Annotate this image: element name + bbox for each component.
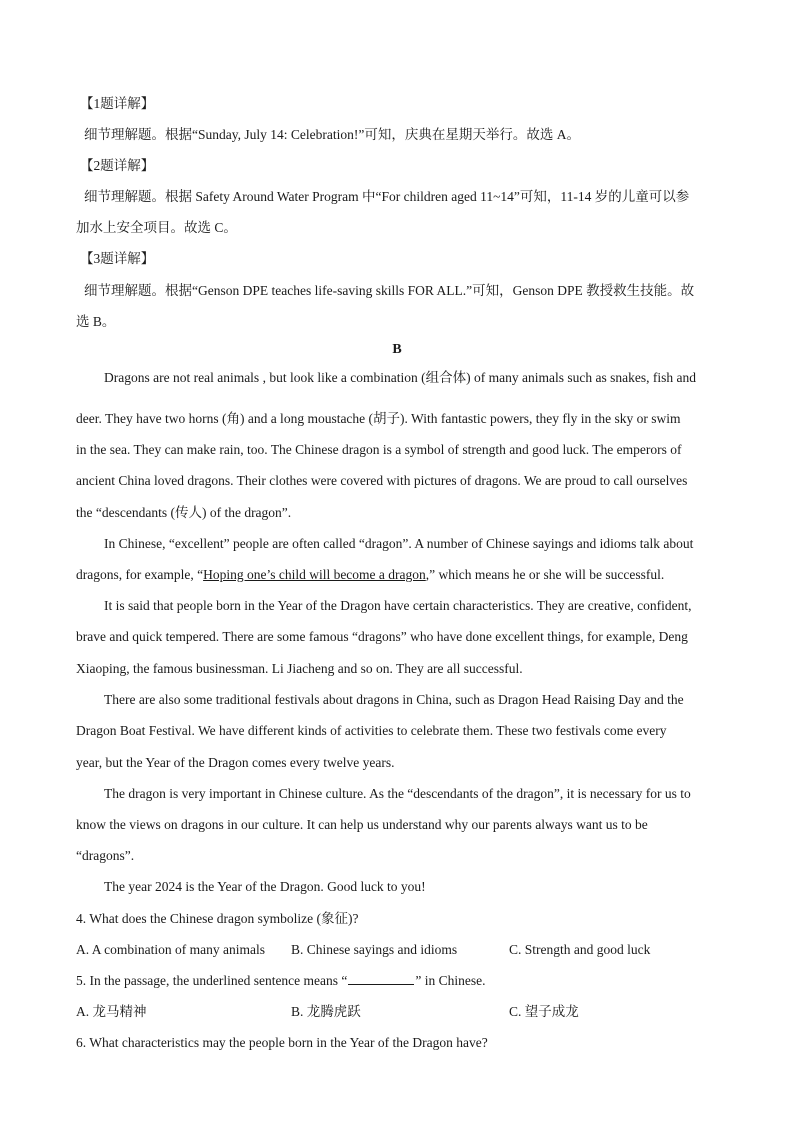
question-4-option-a: A. A combination of many animals [76, 942, 265, 957]
passage-title: B [392, 342, 402, 357]
answer-1-title: 【1题详解】 [80, 96, 155, 111]
question-5-stem-pre: 5. In the passage, the underlined sentence means “ [76, 973, 348, 988]
paragraph-1-line-4: ancient China loved dragons. Their clothes were covered with pictures of dragons. We are proud to call ourselves [76, 473, 688, 488]
question-5-option-c: C. 望子成龙 [509, 1004, 579, 1019]
paragraph-3-line-3: Xiaoping, the famous businessman. Li Jiacheng and so on. They are all successful. [76, 661, 523, 676]
paragraph-2-pre: dragons, for example, “ [76, 567, 204, 582]
paragraph-4-line-3: year, but the Year of the Dragon comes every twelve years. [76, 755, 395, 770]
answer-3-title: 【3题详解】 [80, 251, 155, 266]
paragraph-4-line-2: Dragon Boat Festival. We have different kinds of activities to celebrate them. These two festivals come every [76, 723, 667, 738]
paragraph-1-line-1: Dragons are not real animals , but look like a combination (组合体) of many animals such as snakes, fish and [104, 370, 696, 385]
paragraph-5-line-2: know the views on dragons in our culture. It can help us understand why our parents always want us to be [76, 817, 648, 832]
question-6-stem: 6. What characteristics may the people born in the Year of the Dragon have? [76, 1035, 488, 1050]
answer-3-text-line-1: 细节理解题。根据“Genson DPE teaches life-saving skills FOR ALL.”可知，Genson DPE 教授救生技能。故 [84, 283, 695, 298]
answer-blank [348, 972, 414, 985]
answer-2-text-line-2: 加水上安全项目。故选 C。 [76, 220, 237, 235]
paragraph-5-line-3: “dragons”. [76, 848, 135, 863]
question-4-option-b: B. Chinese sayings and idioms [291, 942, 458, 957]
paragraph-5-line-1: The dragon is very important in Chinese culture. As the “descendants of the dragon”, it is necessary for us to [104, 786, 691, 801]
paragraph-1-line-2: deer. They have two horns (角) and a long moustache (胡子). With fantastic powers, they fly in the sky or swim [76, 411, 681, 426]
answer-2-text-line-1: 细节理解题。根据 Safety Around Water Program 中“For children aged 11~14”可知，11-14 岁的儿童可以参 [84, 189, 690, 204]
underlined-sentence: Hoping one’s child will become a dragon [203, 567, 426, 582]
paragraph-1-line-5: the “descendants (传人) of the dragon”. [76, 505, 292, 520]
answer-1-text: 细节理解题。根据“Sunday, July 14: Celebration!”可知，庆典在星期天举行。故选 A。 [84, 127, 580, 142]
paragraph-3-line-2: brave and quick tempered. There are some famous “dragons” who have done excellent things, for example, Deng [76, 629, 688, 644]
question-5-stem [76, 972, 486, 990]
answer-3-text-line-2: 选 B。 [76, 314, 116, 329]
paragraph-2-post: ,” which means he or she will be successful. [425, 567, 665, 582]
paragraph-4-line-1: There are also some traditional festivals about dragons in China, such as Dragon Head Raising Day and the [104, 692, 684, 707]
paragraph-2-line-2 [76, 566, 664, 584]
question-5-option-a: A. 龙马精神 [76, 1004, 147, 1019]
paragraph-2-line-1: In Chinese, “excellent” people are often called “dragon”. A number of Chinese sayings and idioms talk about [104, 536, 694, 551]
question-4-stem: 4. What does the Chinese dragon symbolize (象征)? [76, 911, 359, 926]
paragraph-6-line-1: The year 2024 is the Year of the Dragon. Good luck to you! [104, 879, 426, 894]
question-5-stem-post: ” in Chinese. [415, 973, 486, 988]
answer-2-title: 【2题详解】 [80, 158, 155, 173]
paragraph-1-line-3: in the sea. They can make rain, too. The Chinese dragon is a symbol of strength and good luck. The emperors of [76, 442, 682, 457]
paragraph-3-line-1: It is said that people born in the Year of the Dragon have certain characteristics. They are creative, confident, [104, 598, 692, 613]
question-4-option-c: C. Strength and good luck [509, 942, 651, 957]
question-5-option-b: B. 龙腾虎跃 [291, 1004, 361, 1019]
